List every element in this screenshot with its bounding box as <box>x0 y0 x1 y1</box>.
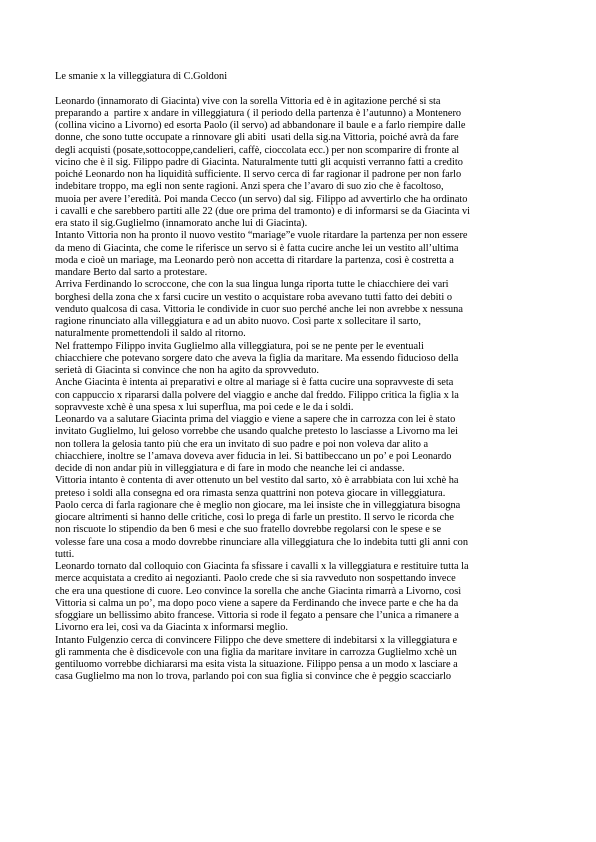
text-line: donne, che sono tutte occupate a rinnovare gli abiti usati della sig.na Vittoria, poiché avrà da fare <box>55 132 459 144</box>
text-line: volesse fare una cosa a modo dovrebbe rinunciare alla villeggiatura che lo indebita tutti gli anni con <box>55 536 469 548</box>
text-line: Livorno era lei, così va da Giacinta x informarsi meglio. <box>55 622 288 634</box>
text-line: Anche Giacinta è intenta ai preparativi e oltre al mariage si è fatta cucire una sopravveste di seta <box>55 377 454 389</box>
text-line: giocare altrimenti si hanno delle critiche, così lo prega di farle un prestito. Il servo le ricorda che <box>55 512 454 523</box>
document-text <box>55 96 545 684</box>
text-line: Vittoria intanto è contenta di aver ottenuto un bel vestito dal sarto, xò è arrabbiata con lui xchè ha <box>55 475 459 487</box>
text-line: con cappuccio x ripararsi dalla polvere del viaggio e anche dal freddo. Filippo critica la figlia x la <box>55 389 459 401</box>
text-line: era stato il sig.Guglielmo (innamorato anche lui di Giacinta). <box>55 218 308 229</box>
text-line: sfoggiare un bellissimo abito francese. Vittoria si rode il fegato a pensare che l’unica a rimanere a <box>55 610 459 621</box>
text-line: (collina vicino a Livorno) ed esorta Paolo (il servo) ad abbandonare il baule e a farlo riempire dalle <box>55 120 466 131</box>
text-line: preparando a partire x andare in villeggiatura ( il periodo della partenza è l’autunno) a Montenero <box>55 107 462 119</box>
text-line: Arriva Ferdinando lo scroccone, che con la sua lingua lunga riporta tutte le chiacchiere dei vari <box>55 279 449 291</box>
text-line: casa Guglielmo ma non lo trova, parlando poi con sua figlia si convince che è peggio scacciarlo <box>55 671 452 683</box>
text-line: Paolo cerca di farla ragionare che è meglio non giocare, ma lei insiste che in villeggiatura bisogna <box>55 499 461 511</box>
text-line: poiché Leonardo non ha liquidità sufficiente. Il servo cerca di far ragionar il padrone per non farlo <box>55 169 462 180</box>
text-line: Leonardo va a salutare Giacinta prima del viaggio e viene a sapere che in carrozza con lei è stato <box>55 414 456 425</box>
text-line: non tollera la gelosia tanto più che era un invitato di suo padre e poi non voleva dar alito a <box>55 438 429 450</box>
text-line: moda e cioè un mariage, ma Leonardo però non accetta di ritardare la partenza, così è costretta a <box>55 254 454 266</box>
text-line: indebitare troppo, ma egli non sente ragioni. Anzi spera che l’avaro di suo zio che è facoltoso, <box>55 181 444 193</box>
text-line: degli acquisti (posate,sottocoppe,candelieri, caffè, cioccolata ecc.) per non scomparire di fronte al <box>55 144 460 156</box>
text-line: serietà di Giacinta si convince che non ha agito da sprovveduto. <box>55 365 319 376</box>
text-line: preteso i soldi alla consegna ed ora rimasta senza quattrini non poteva giocare in villeggiatura. <box>55 487 446 499</box>
text-line: Intanto Fulgenzio cerca di convincere Filippo che deve smettere di indebitarsi x la villeggiatura e <box>55 634 458 646</box>
text-line: chiacchiere, inoltre se l’amava doveva aver fiducia in lei. Si battibeccano un po’ e poi Leonardo <box>55 450 452 462</box>
blank-line <box>55 83 545 95</box>
text-line: decide di non andar più in villeggiatura e di fare in modo che neanche lei ci andasse. <box>55 463 405 474</box>
text-line: i cavalli e che sarebbero partiti alle 22 (due ore prima del tramonto) e di informarsi se da Giacinta vi <box>55 205 471 217</box>
text-line: mandare Berto dal sarto a protestare. <box>55 267 208 278</box>
text-line: ragione rinunciato alla villeggiatura e ad un abito nuovo. Così parte x sollecitare il sarto, <box>55 316 421 327</box>
text-line: Vittoria si calma un po’, ma dopo poco viene a sapere da Ferdinando che invece parte e che ha da <box>55 597 459 609</box>
text-line: gli rammenta che è disdicevole con una figlia da maritare invitare in carrozza Guglielmo xchè un <box>55 646 457 658</box>
text-line: naturalmente promettendoli il saldo al ritorno. <box>55 328 246 340</box>
text-line: Leonardo tornato dal colloquio con Giacinta fa sfissare i cavalli x la villeggiatura e restituire tutta la <box>55 561 469 572</box>
text-line: Intanto Vittoria non ha pronto il nuovo vestito “mariage”e vuole ritardare la partenza per non essere <box>55 230 468 242</box>
document-title: Le smanie x la villeggiatura di C.Goldoni <box>55 71 228 82</box>
text-line: venduto qualcosa di casa. Vittoria le condivide in cuor suo perché anche lei non avrebbe x nessuna <box>55 303 463 315</box>
text-line: merce acquistata a credito ai negozianti. Paolo crede che si sia ravveduto non sospettando invece <box>55 573 456 585</box>
text-line: Leonardo (innamorato di Giacinta) vive con la sorella Vittoria ed è in agitazione perché si sta <box>55 95 441 107</box>
text-line: da meno di Giacinta, che come le riferisce un servo si è fatta cucire anche lei un vestito all’ultima <box>55 242 459 254</box>
text-line: invitato Guglielmo, lui geloso vorrebbe che usando qualche pretesto lo lasciasse a Livorno ma lei <box>55 426 459 438</box>
text-line: non riscuote lo stipendio da ben 6 mesi e che suo fratello dovrebbe regolarsi con le spese e se <box>55 524 442 536</box>
document-body <box>55 71 545 684</box>
text-line: Nel frattempo Filippo invita Guglielmo alla villeggiatura, poi se ne pente per le eventuali <box>55 340 424 352</box>
text-line: vicino che è il sig. Filippo padre di Giacinta. Naturalmente tutti gli acquisti verranno fatti a credito <box>55 156 463 168</box>
text-line: che era una questione di cuore. Leo convince la sorella che anche Giacinta rimarrà a Livorno, così <box>55 585 462 597</box>
text-line: gentiluomo vorrebbe dichiararsi ma esita vista la situazione. Filippo pensa a un modo x lasciare a <box>55 659 458 670</box>
text-line: sopravveste xchè è una spesa x lui superflua, ma poi cede e le da i soldi. <box>55 401 354 413</box>
text-line: borghesi della zona che x farsi cucire un vestito o acquistare roba avevano tutti fatto dei debiti o <box>55 291 453 303</box>
text-line: muoia per avere l’eredità. Poi manda Cecco (un servo) dal sig. Filippo ad avvertirlo che ha ordinato <box>55 193 468 205</box>
text-line: tutti. <box>55 548 75 560</box>
text-line: chiacchiere che potevano sorgere dato che aveva la figlia da maritare. Ma essendo fiducioso della <box>55 352 459 364</box>
